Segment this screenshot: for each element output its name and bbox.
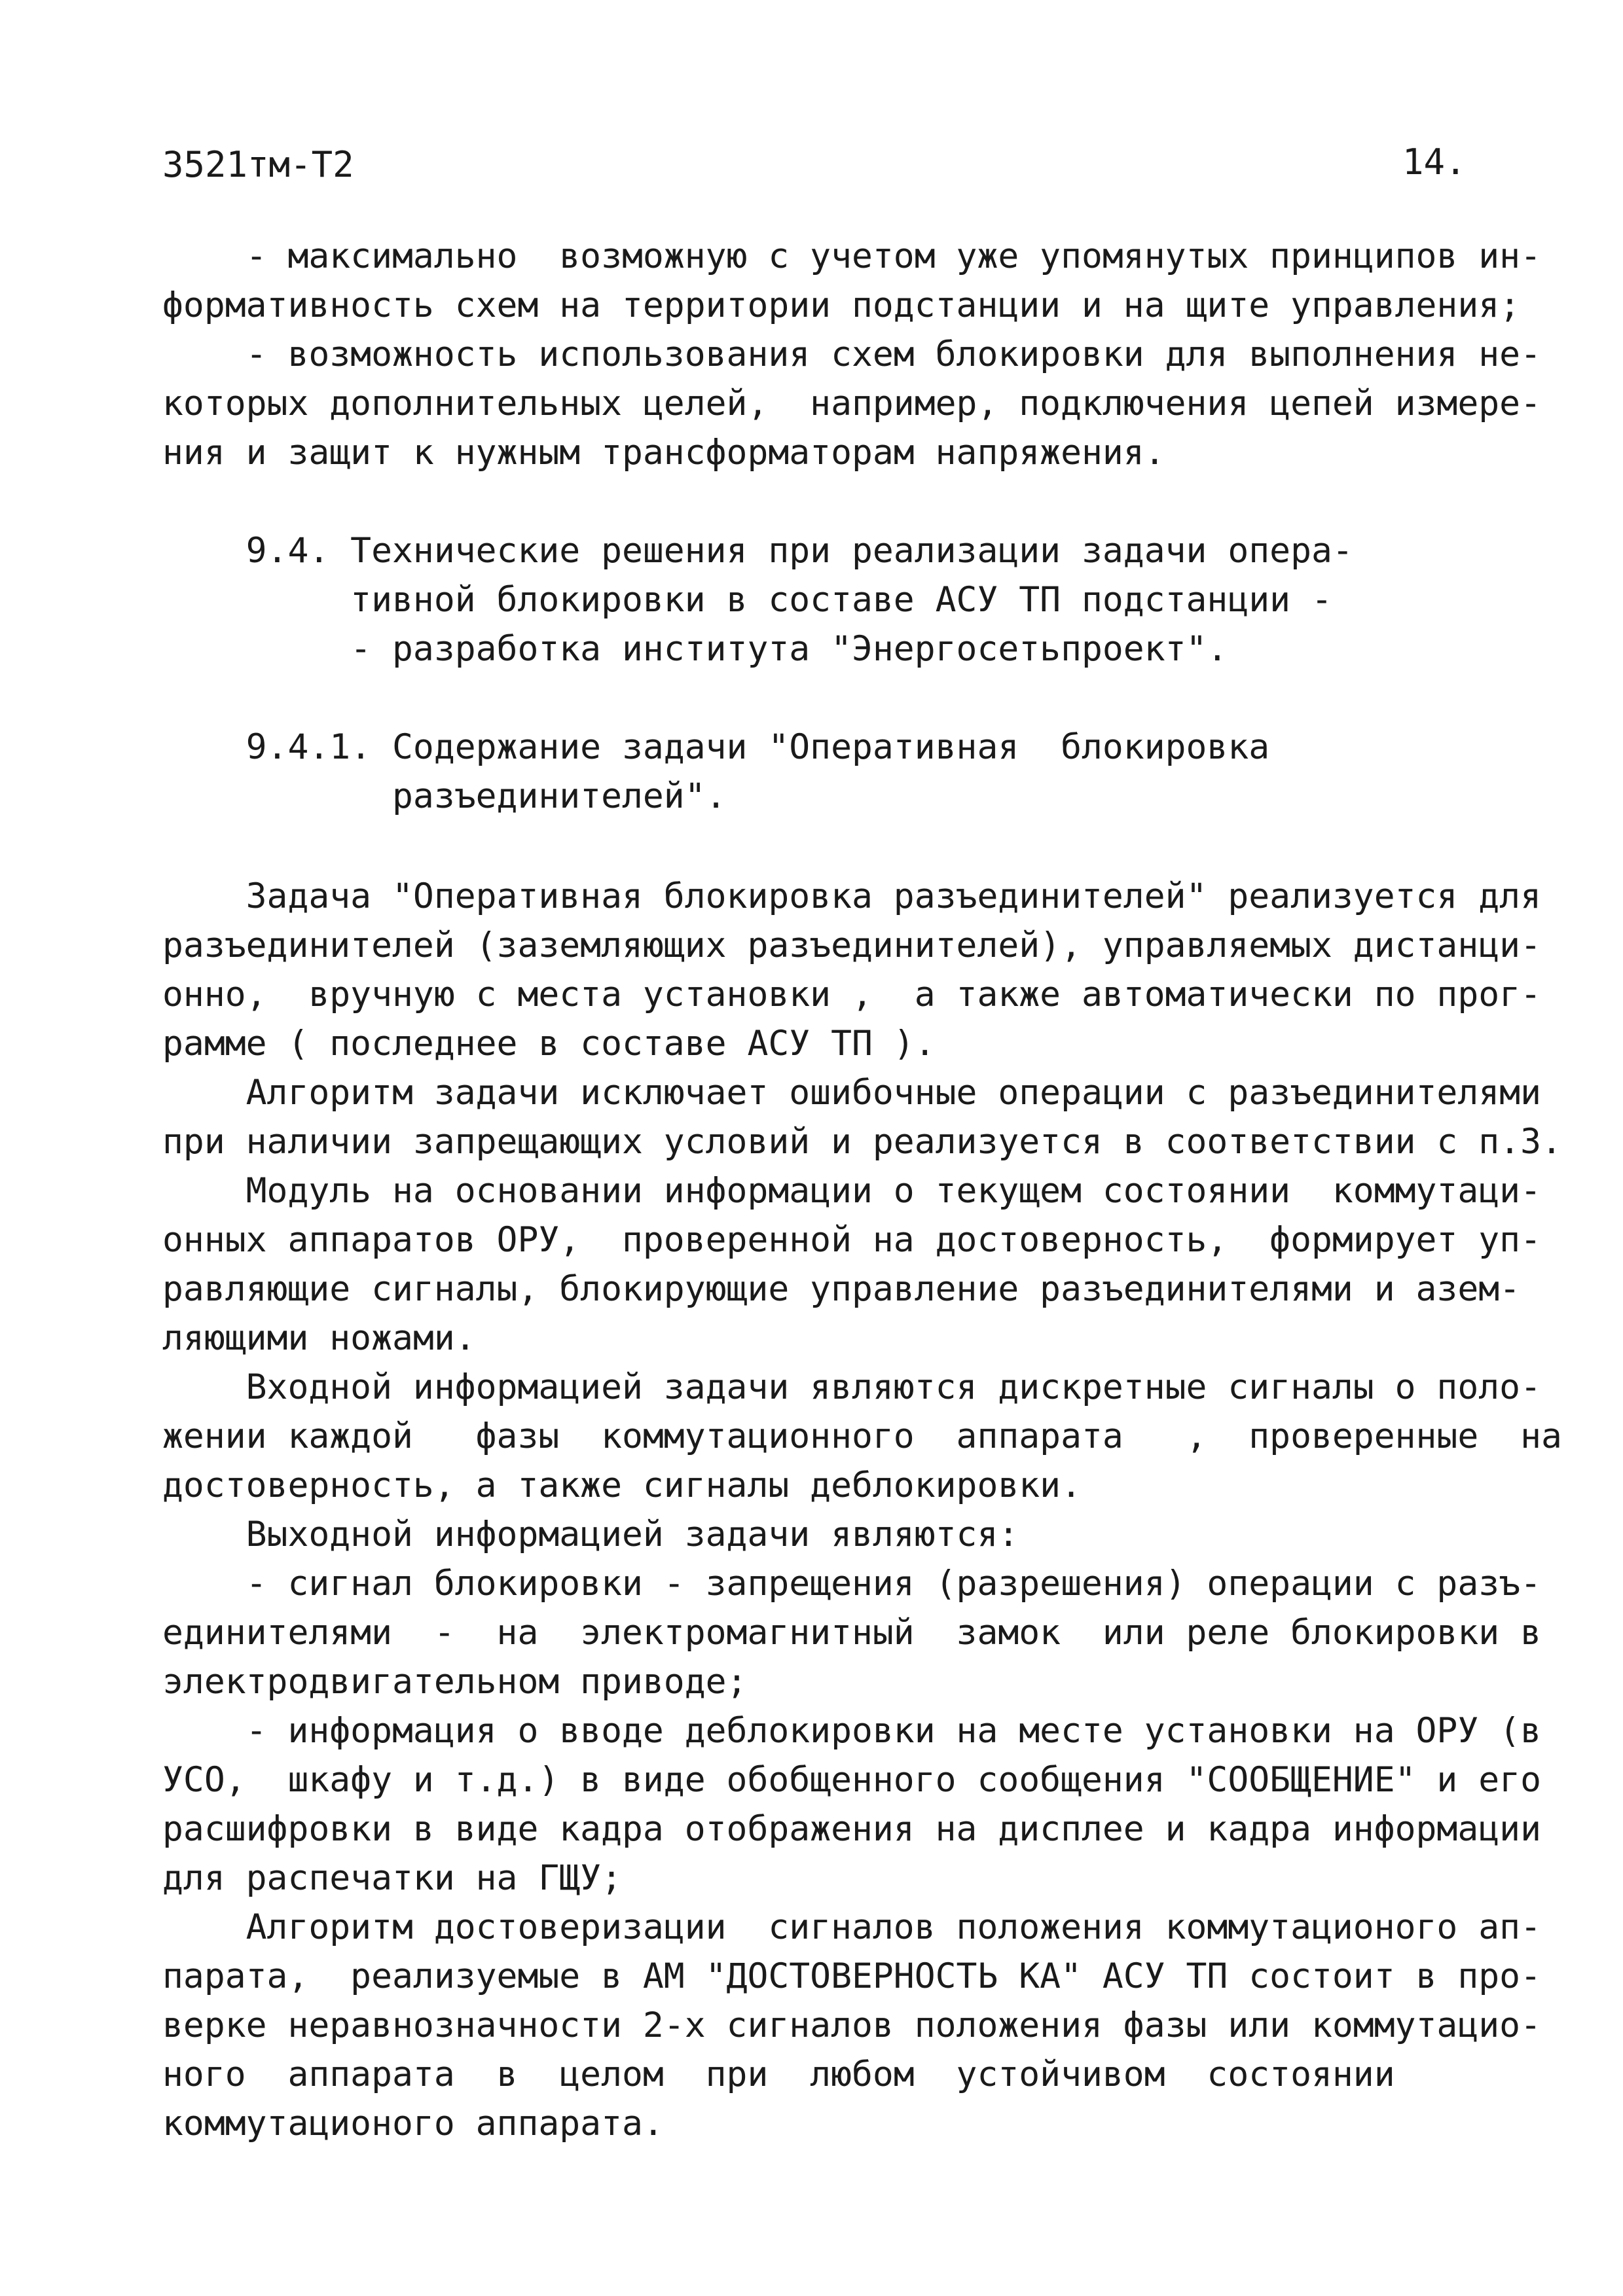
text-line: онно, вручную с места установки , а также автоматически по прог- <box>162 975 1541 1014</box>
text-line: расшифровки в виде кадра отображения на дисплее и кадра информации <box>162 1809 1541 1849</box>
text-line: - информация о вводе деблокировки на месте установки на ОРУ (в <box>162 1711 1541 1751</box>
text-line: онных аппаратов ОРУ, проверенной на достоверность, формирует уп- <box>162 1220 1541 1260</box>
text-line: единителями - на электромагнитный замок или реле блокировки в <box>162 1613 1541 1653</box>
text-line: - максимально возможную с учетом уже упомянутых принципов ин- <box>162 236 1541 276</box>
text-line: - возможность использования схем блокировки для выполнения не- <box>162 334 1541 374</box>
text-line: Входной информацией задачи являются дискретные сигналы о поло- <box>162 1367 1541 1407</box>
text-line: ния и защит к нужным трансформаторам напряжения. <box>162 433 1165 473</box>
text-line: парата, реализуемые в АМ "ДОСТОВЕРНОСТЬ КА" АСУ ТП состоит в про- <box>162 1956 1541 1996</box>
text-line: электродвигательном приводе; <box>162 1662 748 1702</box>
text-line: Алгоритм достоверизации сигналов положения коммутационого ап- <box>162 1907 1541 1947</box>
document-code: 3521тм-Т2 <box>162 144 354 185</box>
text-line: разъединителей (заземляющих разъединителей), управляемых дистанци- <box>162 925 1541 965</box>
text-line: достоверность, а также сигналы деблокировки. <box>162 1465 1082 1505</box>
text-line: Задача "Оперативная блокировка разъединителей" реализуется для <box>162 876 1541 916</box>
page-number: 14. <box>1402 141 1467 183</box>
text-line: формативность схем на территории подстанции и на щите управления; <box>162 285 1521 325</box>
text-line: которых дополнительных целей, например, подключения цепей измере- <box>162 384 1541 423</box>
text-line: ного аппарата в целом при любом устойчивом состоянии <box>162 2054 1395 2094</box>
text-line: жении каждой фазы коммутационного аппарата , проверенные на <box>162 1416 1562 1456</box>
section-heading-line: - разработка института "Энергосетьпроект". <box>162 629 1228 669</box>
text-line: ляющими ножами. <box>162 1318 476 1358</box>
text-line: для распечатки на ГЩУ; <box>162 1858 622 1898</box>
subsection-heading-line: разъединителей". <box>162 776 727 816</box>
text-line: при наличии запрещающих условий и реализуется в соответствии с п.3. <box>162 1122 1562 1162</box>
text-line: коммутационого аппарата. <box>162 2104 664 2144</box>
text-line: верке неравнозначности 2-х сигналов положения фазы или коммутацио- <box>162 2005 1541 2045</box>
text-line: Алгоритм задачи исключает ошибочные операции с разъединителями <box>162 1073 1541 1113</box>
section-heading-line: тивной блокировки в составе АСУ ТП подстанции - <box>162 580 1332 620</box>
section-heading-line: 9.4. Технические решения при реализации задачи опера- <box>162 531 1353 571</box>
text-line: Модуль на основании информации о текущем состоянии коммутаци- <box>162 1171 1541 1211</box>
text-line: рамме ( последнее в составе АСУ ТП ). <box>162 1024 936 1064</box>
subsection-heading-line: 9.4.1. Содержание задачи "Оперативная блокировка <box>162 727 1270 767</box>
text-line: равляющие сигналы, блокирующие управление разъединителями и азем- <box>162 1269 1521 1309</box>
text-line: - сигнал блокировки - запрещения (разрешения) операции с разъ- <box>162 1564 1541 1604</box>
text-line: Выходной информацией задачи являются: <box>162 1515 1019 1554</box>
text-line: УСО, шкафу и т.д.) в виде обобщенного сообщения "СООБЩЕНИЕ" и его <box>162 1760 1541 1800</box>
